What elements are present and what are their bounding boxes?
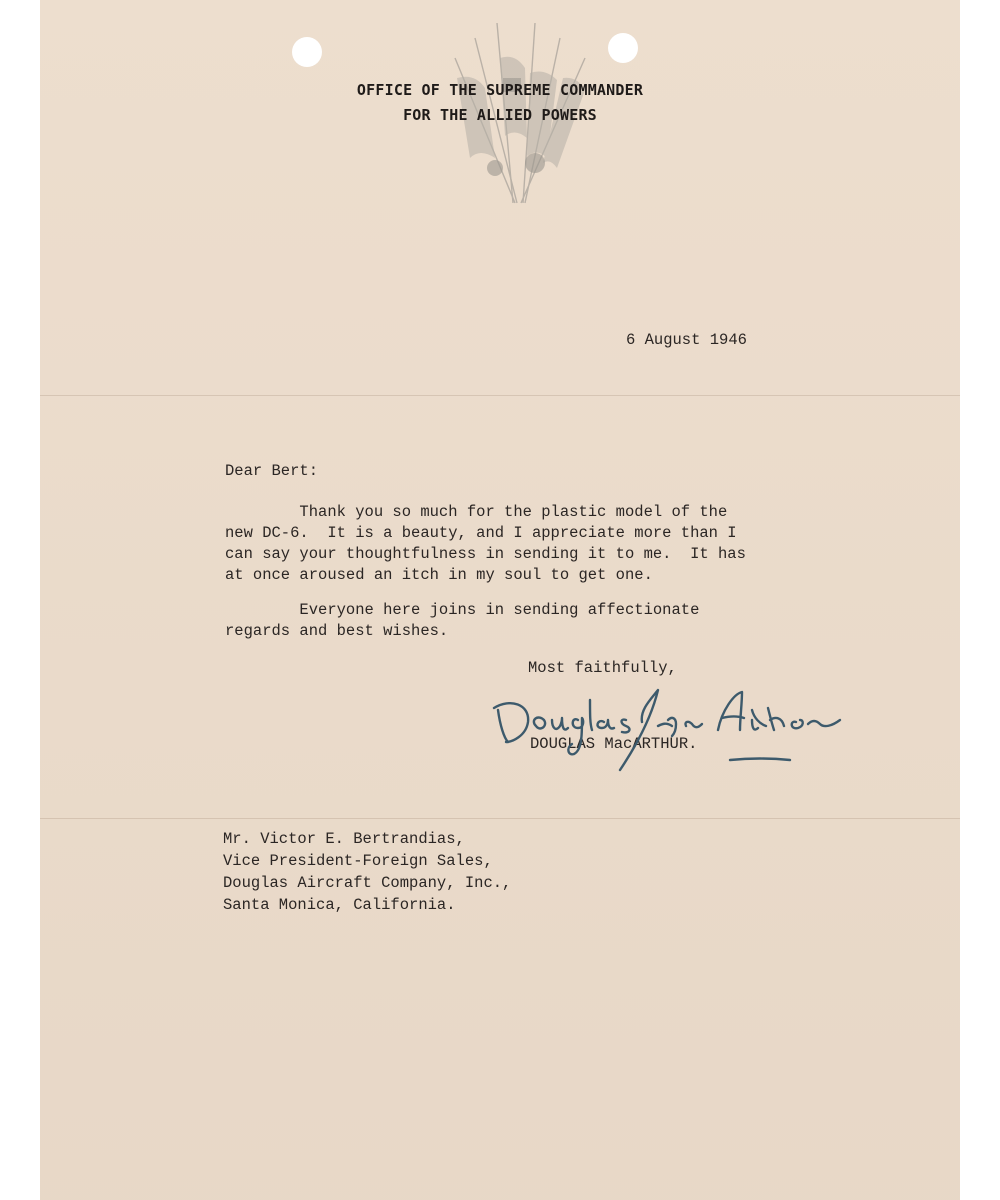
fold-line-lower <box>40 818 960 819</box>
letterhead-line-1: OFFICE OF THE SUPREME COMMANDER <box>356 81 644 99</box>
recipient-line: Mr. Victor E. Bertrandias, <box>223 830 465 848</box>
fold-line-upper <box>40 395 960 396</box>
letter-page <box>40 0 960 1200</box>
letterhead-line-2: FOR THE ALLIED POWERS <box>403 106 597 124</box>
punch-hole-left <box>292 37 322 67</box>
body-line: can say your thoughtfulness in sending it to me. It has <box>225 545 746 563</box>
body-line: at once aroused an itch in my soul to get one. <box>225 566 653 584</box>
punch-hole-right <box>608 33 638 63</box>
letter-date: 6 August 1946 <box>626 331 747 349</box>
body-line: Thank you so much for the plastic model of the <box>225 503 728 521</box>
body-line: new DC-6. It is a beauty, and I appreciate more than I <box>225 524 737 542</box>
body-line: regards and best wishes. <box>225 622 449 640</box>
recipient-line: Vice President-Foreign Sales, <box>223 852 493 870</box>
salutation: Dear Bert: <box>225 462 319 480</box>
signature-name: DOUGLAS MacARTHUR. <box>530 735 698 753</box>
body-line: Everyone here joins in sending affectionate <box>225 601 700 619</box>
closing: Most faithfully, <box>528 659 677 677</box>
handwritten-signature-icon <box>490 680 860 780</box>
recipient-line: Douglas Aircraft Company, Inc., <box>223 874 512 892</box>
recipient-line: Santa Monica, California. <box>223 896 456 914</box>
